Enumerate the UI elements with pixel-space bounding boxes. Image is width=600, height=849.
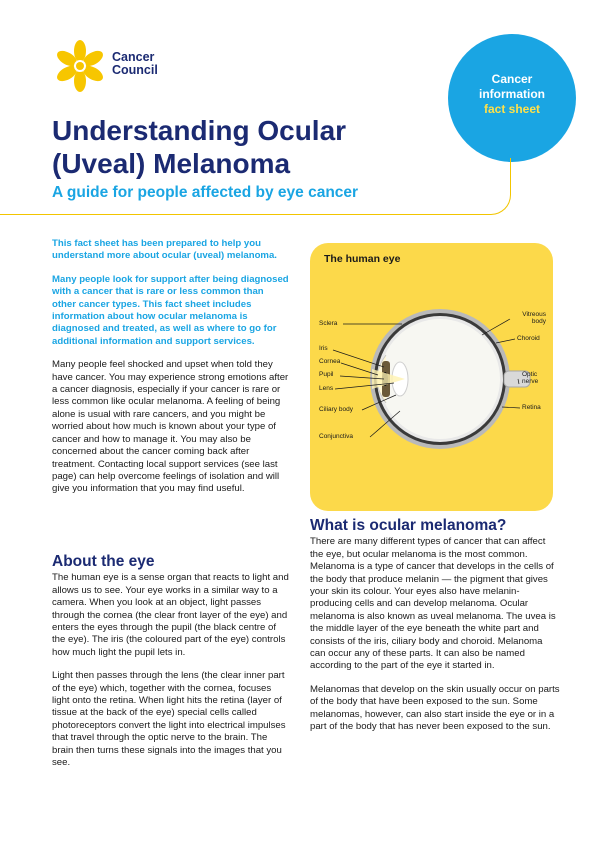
logo-line-2: Council xyxy=(112,63,158,77)
label-iris: Iris xyxy=(319,345,328,352)
label-conjunctiva: Conjunctiva xyxy=(319,433,353,440)
eye-diagram-title: The human eye xyxy=(324,253,401,265)
left-column xyxy=(52,238,290,507)
label-vitreous-line-1: Vitreous xyxy=(522,311,546,318)
label-vitreous-body xyxy=(514,311,546,325)
label-cornea: Cornea xyxy=(319,358,341,365)
label-optic-line-1: Optic xyxy=(522,371,538,378)
what-is-heading: What is ocular melanoma? xyxy=(310,517,507,534)
label-optic-line-2: nerve xyxy=(522,378,539,385)
body-paragraph-1: Many people feel shocked and upset when told they have cancer. You may experience strong emotions after a cancer diagnosis, especially if your cancer is rare or less common like ocular melanoma. A feeling of being alone is usual with rare cancers, and you might be worried about how much is known about your type of cancer and how to manage it. You may also be concerned about the cancer coming back after treatment. Contacting local support services (see last page) can help overcome feelings of isolation and will give you information that you may find useful. xyxy=(52,359,289,495)
daffodil-icon xyxy=(52,38,108,94)
about-eye-section xyxy=(52,553,290,781)
intro-paragraph-1: This fact sheet has been prepared to help you understand more about ocular (uveal) melanoma. xyxy=(52,238,277,262)
label-choroid: Choroid xyxy=(517,335,540,342)
eye-diagram-panel xyxy=(310,243,553,511)
about-eye-paragraph-1: The human eye is a sense organ that reacts to light and allows us to see. Your eye works in a similar way to a camera. When you look at an object, light passes through the cornea (the clear front layer of the eye) and enters the eyes through the pupil (the black centre of the eye). The iris (the coloured part of the eye) controls how much light the pupil lets in. xyxy=(52,572,289,658)
what-is-paragraph-2: Melanomas that develop on the skin usually occur on parts of the body that have been exposed to the sun. Some melanomas, however, can also start inside the eye or in a part of the body that has never been exposed to the sun. xyxy=(310,683,560,733)
page-title-line-2: (Uveal) Melanoma xyxy=(52,148,291,179)
badge-line-3: fact sheet xyxy=(483,102,541,116)
logo-line-1: Cancer xyxy=(112,50,155,64)
badge-line-1: Cancer xyxy=(491,72,533,86)
what-is-paragraph-1: There are many different types of cancer that can affect the eye, but ocular melanoma is the most common. Melanoma is a type of cancer that develops in the cells of the body that produce melanin — the pigment that gives your skin its colour. Your eyes also have melanin-producing cells and can develop melanoma. Ocular melanoma is also known as uveal melanoma. The uvea is the middle layer of the eye beneath the white part and consists of the iris, ciliary body and choroid. Melanoma can occur any of these parts. It can also be named according to the part of the eye it started in. xyxy=(310,536,556,672)
what-is-section xyxy=(310,517,560,745)
intro-paragraph-2: Many people look for support after being diagnosed with a cancer that is rare or less common than other cancer types. This fact sheet includes information about how ocular melanoma is diagnosed and treated, as well as where to go for additional information and support services. xyxy=(52,273,289,347)
label-ciliary-body: Ciliary body xyxy=(319,406,353,413)
cancer-council-logo xyxy=(52,38,182,94)
page-title-line-1: Understanding Ocular xyxy=(52,115,347,146)
label-sclera: Sclera xyxy=(319,320,338,327)
fact-sheet-badge xyxy=(448,34,576,162)
label-lens: Lens xyxy=(319,385,334,392)
label-optic-nerve xyxy=(522,371,538,385)
header-divider xyxy=(0,158,511,215)
label-retina: Retina xyxy=(522,404,541,411)
label-pupil: Pupil xyxy=(319,371,334,378)
about-eye-heading: About the eye xyxy=(52,553,155,570)
badge-line-2: information xyxy=(479,87,545,101)
eye-diagram xyxy=(310,243,553,511)
label-vitreous-line-2: body xyxy=(531,318,546,325)
logo-wordmark xyxy=(112,51,158,77)
about-eye-paragraph-2: Light then passes through the lens (the clear inner part of the eye) which, together with the cornea, focuses light onto the retina. When light hits the retina (layer of tissue at the back of the eye) special cells called photoreceptors convert the light into electrical impulses that travel through the optic nerve to the brain. The brain then turns these signals into the images that you see. xyxy=(52,670,286,769)
page-subtitle: A guide for people affected by eye cancer xyxy=(52,184,359,201)
